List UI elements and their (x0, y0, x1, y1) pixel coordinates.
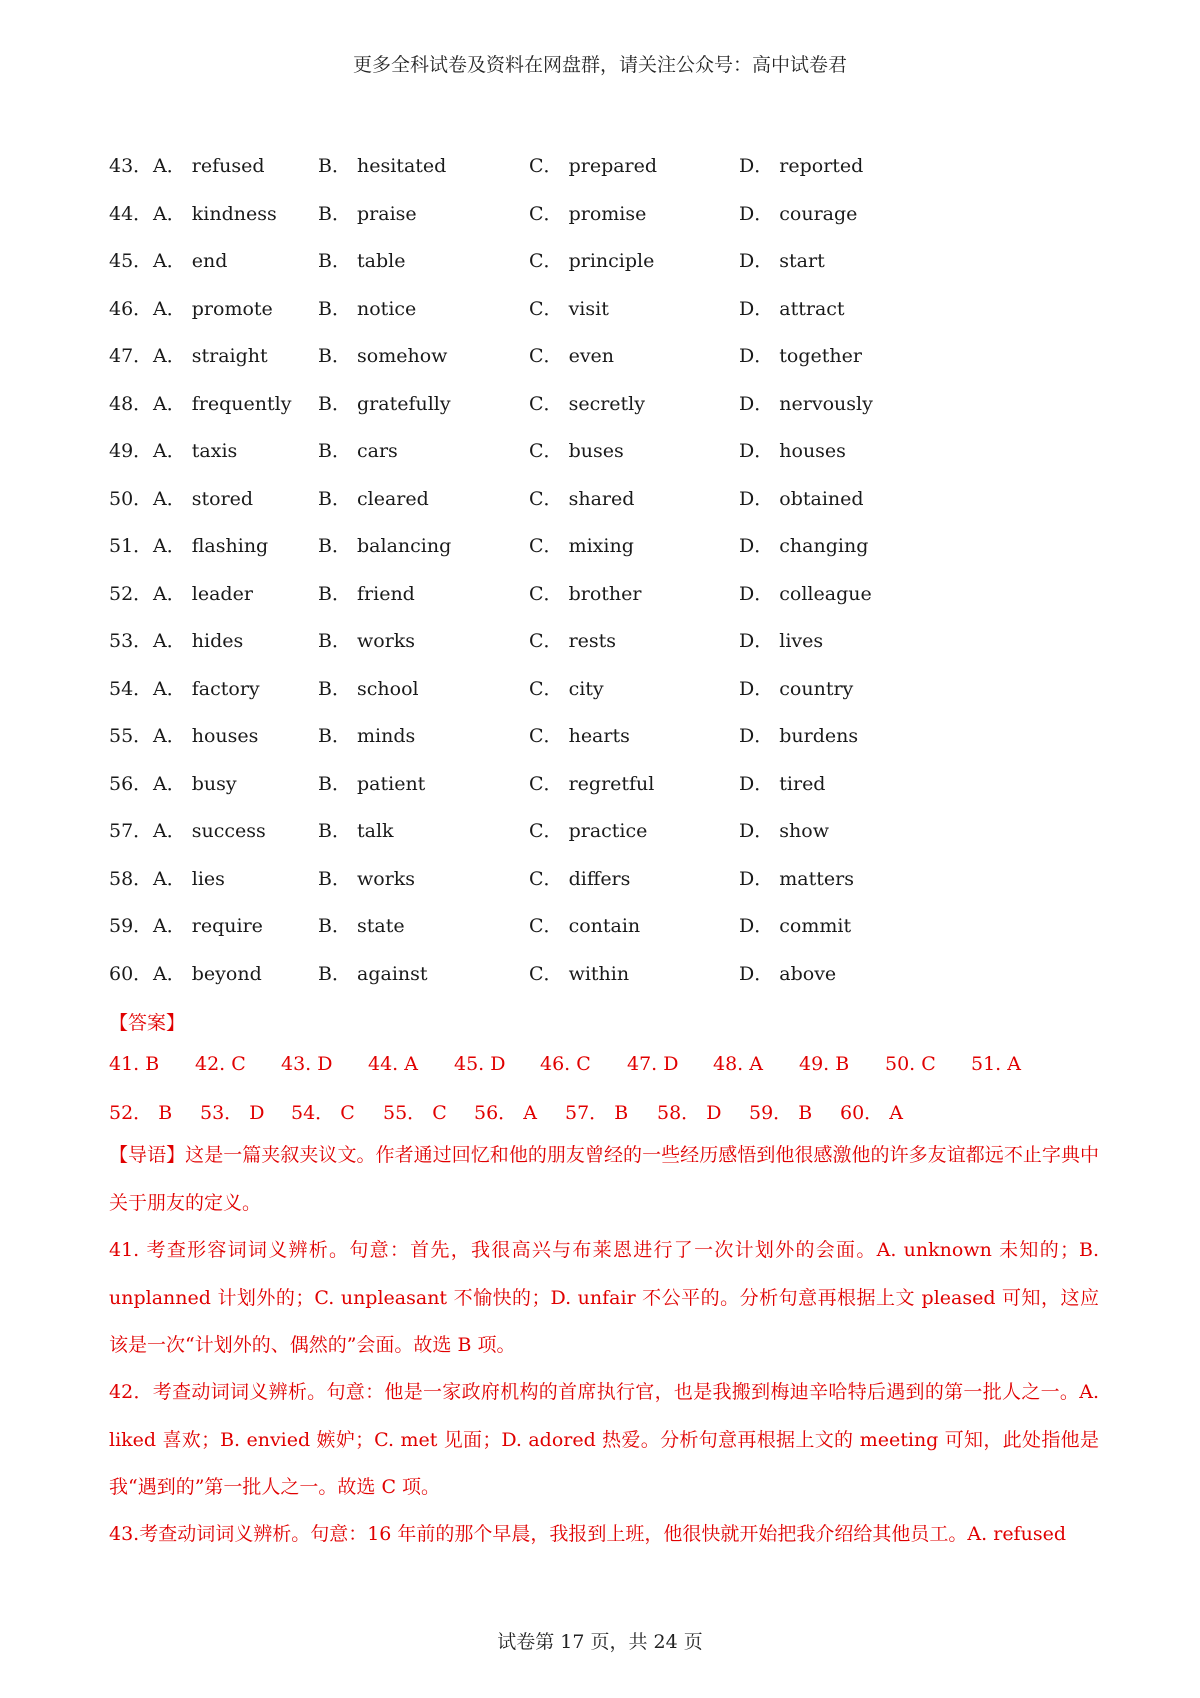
option-b: B． school (318, 677, 419, 700)
option-b: B． minds (318, 725, 416, 747)
option-b: B． table (318, 250, 406, 272)
option-d: D． attract (739, 297, 845, 320)
question-row (109, 857, 1109, 905)
option-d: D． together (739, 345, 862, 367)
option-d: D． colleague (739, 582, 872, 605)
option-d: D． obtained (739, 487, 864, 510)
explanation-41: 41. 考查形容词词义辨析。句意：首先，我很高兴与布莱恩进行了一次计划外的会面。A. unknown 未知的；B. unplanned 计划外的；C. unpleasant 不愉快的；D. unfair 不公平的。分析句意再根据上文 pleased 可知，这应该是一次“计划外的、偶然的”会面。故选 B 项。 (109, 1239, 1099, 1356)
option-a: A． taxis (153, 440, 238, 462)
answer-item: 51. A (971, 1053, 1021, 1075)
option-a: A． require (153, 915, 263, 937)
option-a: A． stored (153, 487, 254, 510)
answer-item: 55． C (383, 1102, 447, 1124)
question-row (109, 239, 1109, 287)
option-a: A． frequently (153, 392, 292, 415)
question-row (109, 524, 1109, 572)
question-number: 43． (109, 155, 153, 177)
option-c: C． city (529, 677, 604, 700)
option-c: C． prepared (529, 155, 658, 177)
option-d: D． commit (739, 915, 852, 937)
option-d: D． show (739, 820, 829, 842)
answer-item: 43. D (281, 1053, 333, 1075)
answer-item: 58． D (657, 1102, 722, 1124)
option-b: B． patient (318, 772, 426, 795)
option-b: B． balancing (318, 535, 452, 557)
option-b: B． against (318, 962, 428, 985)
option-a: A． flashing (153, 535, 269, 557)
question-row (109, 809, 1109, 857)
option-a: A． busy (153, 772, 237, 795)
option-d: D． country (739, 677, 854, 700)
option-d: D． courage (739, 202, 858, 225)
option-a: A． lies (153, 867, 225, 890)
intro-paragraph: 【导语】这是一篇夹叙夹议文。作者通过回忆和他的朋友曾经的一些经历感悟到他很感激他的许多友谊都远不止字典中关于朋友的定义。 (109, 1144, 1099, 1214)
question-number: 54． (109, 677, 153, 700)
answer-heading: 【答案】 (109, 1012, 186, 1034)
option-c: C． brother (529, 582, 642, 605)
option-d: D． lives (739, 630, 824, 652)
option-c: C． principle (529, 250, 655, 272)
option-a: A． straight (153, 345, 268, 367)
option-c: C． mixing (529, 535, 634, 557)
option-c: C． even (529, 345, 615, 367)
option-c: C． practice (529, 820, 648, 842)
answer-item: 57． B (565, 1102, 629, 1124)
question-row (109, 714, 1109, 762)
option-c: C． regretful (529, 772, 655, 795)
question-list (109, 144, 1109, 999)
answer-item: 41. B (109, 1053, 160, 1075)
answer-item: 48. A (713, 1053, 763, 1075)
question-number: 45． (109, 250, 153, 272)
option-d: D． above (739, 962, 837, 985)
option-d: D． matters (739, 867, 854, 890)
option-c: C． rests (529, 630, 617, 652)
option-a: A． hides (153, 630, 244, 652)
page-header: 更多全科试卷及资料在网盘群，请关注公众号：高中试卷君 (352, 54, 847, 76)
option-a: A． leader (153, 582, 253, 605)
answer-item: 50. C (885, 1053, 936, 1075)
answer-item: 56． A (474, 1102, 537, 1124)
question-row (109, 762, 1109, 810)
option-d: D． tired (739, 772, 826, 795)
option-a: A． kindness (153, 202, 277, 225)
question-number: 44． (109, 202, 153, 225)
option-b: B． gratefully (318, 392, 451, 415)
option-b: B． cars (318, 440, 398, 462)
option-b: B． cleared (318, 487, 429, 510)
answer-item: 54． C (291, 1102, 355, 1124)
question-number: 47． (109, 345, 153, 367)
option-c: C． secretly (529, 392, 645, 415)
option-d: D． changing (739, 535, 869, 557)
option-a: A． houses (153, 725, 259, 747)
answer-item: 45. D (454, 1053, 506, 1075)
option-a: A． success (153, 820, 266, 842)
question-number: 48． (109, 392, 153, 415)
explanation-43: 43.考查动词词义辨析。句意：16 年前的那个早晨，我报到上班，他很快就开始把我介绍给其他员工。A. refused (109, 1523, 1066, 1545)
question-number: 52． (109, 582, 153, 605)
answer-item: 52． B (109, 1102, 173, 1124)
question-number: 55． (109, 725, 153, 747)
option-a: A． promote (153, 297, 273, 320)
option-c: C． shared (529, 487, 635, 510)
option-b: B． somehow (318, 345, 448, 367)
option-d: D． burdens (739, 725, 859, 747)
option-c: C． visit (529, 297, 609, 320)
answer-item: 42. C (195, 1053, 246, 1075)
question-row (109, 904, 1109, 952)
option-c: C． within (529, 962, 630, 985)
page-footer: 试卷第 17 页，共 24 页 (497, 1631, 703, 1653)
question-row (109, 619, 1109, 667)
question-number: 53． (109, 630, 153, 652)
question-number: 46． (109, 297, 153, 320)
question-row (109, 429, 1109, 477)
answer-item: 49. B (799, 1053, 850, 1075)
option-c: C． promise (529, 202, 647, 225)
question-number: 50． (109, 487, 153, 510)
option-a: A． factory (153, 677, 260, 700)
answer-item: 60． A (840, 1102, 903, 1124)
option-b: B． works (318, 630, 416, 652)
answer-item: 46. C (540, 1053, 591, 1075)
question-row (109, 952, 1109, 1000)
explanation-42: 42．考查动词词义辨析。句意：他是一家政府机构的首席执行官，也是我搬到梅迪辛哈特后遇到的第一批人之一。A. liked 喜欢；B. envied 嫉妒；C. met 见面；D. adored 热爱。分析句意再根据上文的 meeting 可知，此处指他是我“遇到的”第一批人之一。故选 C 项。 (109, 1381, 1099, 1498)
question-number: 59． (109, 915, 153, 937)
question-row (109, 667, 1109, 715)
question-row (109, 334, 1109, 382)
option-d: D． nervously (739, 392, 873, 415)
option-a: A． beyond (153, 962, 262, 985)
option-d: D． reported (739, 155, 864, 177)
question-number: 58． (109, 867, 153, 890)
answer-item: 53． D (200, 1102, 265, 1124)
option-b: B． hesitated (318, 155, 447, 177)
question-number: 60． (109, 962, 153, 985)
question-row (109, 287, 1109, 335)
option-a: A． end (153, 250, 228, 272)
option-b: B． praise (318, 202, 417, 225)
option-b: B． notice (318, 297, 417, 320)
option-d: D． start (739, 250, 825, 272)
answer-item: 44. A (368, 1053, 418, 1075)
option-b: B． friend (318, 582, 415, 605)
question-row (109, 144, 1109, 192)
answer-item: 47. D (627, 1053, 679, 1075)
option-b: B． state (318, 915, 405, 937)
question-row (109, 572, 1109, 620)
option-c: C． differs (529, 867, 631, 890)
option-c: C． buses (529, 440, 624, 462)
question-number: 49． (109, 440, 153, 462)
answer-item: 59． B (749, 1102, 813, 1124)
question-number: 56． (109, 772, 153, 795)
option-d: D． houses (739, 440, 846, 462)
question-number: 51． (109, 535, 153, 557)
question-row (109, 192, 1109, 240)
option-b: B． talk (318, 820, 394, 842)
question-number: 57． (109, 820, 153, 842)
option-a: A． refused (153, 155, 265, 177)
option-c: C． hearts (529, 725, 630, 747)
option-c: C． contain (529, 915, 641, 937)
question-row (109, 382, 1109, 430)
option-b: B． works (318, 867, 416, 890)
question-row (109, 477, 1109, 525)
